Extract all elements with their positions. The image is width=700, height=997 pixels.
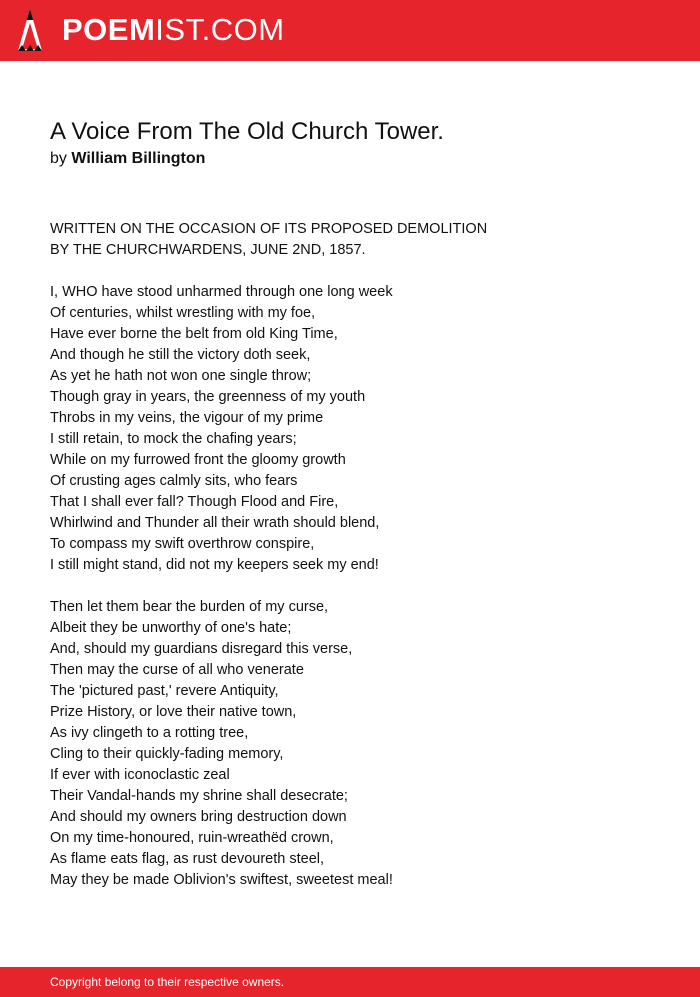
poem-line: I, WHO have stood unharmed through one long week (50, 284, 393, 300)
site-logo[interactable] (62, 11, 285, 49)
poem-title: A Voice From The Old Church Tower. (50, 118, 444, 145)
copyright-notice: Copyright belong to their respective owners. (50, 975, 285, 989)
poem-line: Prize History, or love their native town, (50, 704, 297, 720)
poem-line: I still retain, to mock the chafing years; (50, 431, 297, 447)
poem-body (50, 219, 650, 912)
stanza-subtitle (50, 219, 650, 261)
poem-line: Have ever borne the belt from old King Time, (50, 326, 338, 342)
poem-line: WRITTEN ON THE OCCASION OF ITS PROPOSED DEMOLITION (50, 221, 488, 237)
poem-line: Of centuries, whilst wrestling with my foe, (50, 305, 316, 321)
poem-line: And should my owners bring destruction down (50, 809, 347, 825)
poem-line: If ever with iconoclastic zeal (50, 767, 230, 783)
poem-line: Though gray in years, the greenness of my youth (50, 389, 366, 405)
stanza-2 (50, 597, 650, 891)
poem-line: Then let them bear the burden of my curse, (50, 599, 329, 615)
poem-line: As ivy clingeth to a rotting tree, (50, 725, 249, 741)
site-footer (0, 967, 700, 997)
poem-line: On my time-honoured, ruin-wreathëd crown, (50, 830, 334, 846)
byline (50, 149, 205, 169)
site-header (0, 0, 700, 61)
poem-line: BY THE CHURCHWARDENS, JUNE 2ND, 1857. (50, 242, 366, 258)
poem-line: Their Vandal-hands my shrine shall desecrate; (50, 788, 348, 804)
pencil-icon (18, 9, 42, 51)
poem-line: While on my furrowed front the gloomy growth (50, 452, 346, 468)
by-label: by (50, 150, 67, 167)
logo-text-bold: POEM (62, 12, 156, 47)
poem-line: Albeit they be unworthy of one's hate; (50, 620, 292, 636)
poem-line: To compass my swift overthrow conspire, (50, 536, 315, 552)
poem-line: Then may the curse of all who venerate (50, 662, 304, 678)
poem-line: And, should my guardians disregard this verse, (50, 641, 353, 657)
poem-line: I still might stand, did not my keepers seek my end! (50, 557, 379, 573)
logo-text-light: IST.COM (155, 12, 285, 47)
poem-line: As yet he hath not won one single throw; (50, 368, 312, 384)
poem-line: The 'pictured past,' revere Antiquity, (50, 683, 279, 699)
poem-line: That I shall ever fall? Though Flood and Fire, (50, 494, 339, 510)
poem-line: Of crusting ages calmly sits, who fears (50, 473, 298, 489)
poem-line: As flame eats flag, as rust devoureth steel, (50, 851, 325, 867)
poem-line: And though he still the victory doth seek, (50, 347, 311, 363)
poem-line: May they be made Oblivion's swiftest, sweetest meal! (50, 872, 393, 888)
author-name: William Billington (71, 150, 206, 167)
poem-line: Whirlwind and Thunder all their wrath should blend, (50, 515, 380, 531)
poem-line: Cling to their quickly-fading memory, (50, 746, 284, 762)
poem-line: Throbs in my veins, the vigour of my prime (50, 410, 324, 426)
stanza-1 (50, 282, 650, 576)
